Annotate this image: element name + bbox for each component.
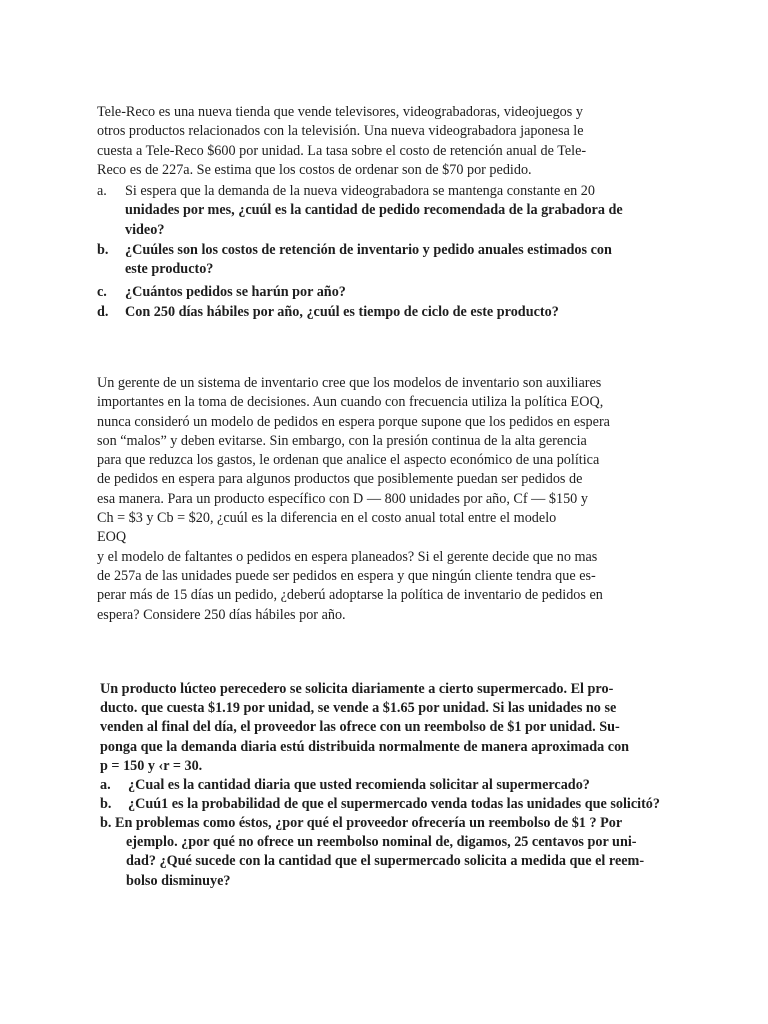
text-line: son “malos” y deben evitarse. Sin embargo, con la presión continua de la alta gerencia [97, 432, 587, 449]
text-line: venden al final del día, el proveedor las ofrece con un reembolso de $1 por unidad. Su- [100, 719, 620, 736]
list-marker: a. [100, 777, 111, 793]
text-line: Tele-Reco es una nueva tienda que vende televisores, videograbadoras, videojuegos y [97, 104, 583, 120]
text-line: Con 250 días hábiles por año, ¿cuúl es tiempo de ciclo de este producto? [125, 304, 559, 320]
text-line: ¿Cuú1 es la probabilidad de que el supermercado venda todas las unidades que solicitó? [128, 796, 660, 812]
text-line: cuesta a Tele-Reco $600 por unidad. La tasa sobre el costo de retención anual de Tele- [97, 142, 587, 159]
text-line [100, 814, 668, 833]
list-marker: a. [97, 183, 107, 199]
list-marker: d. [97, 304, 109, 320]
text-line: este producto? [125, 261, 214, 278]
text-line: video? [125, 221, 165, 238]
text-line: bolso disminuye? [126, 872, 231, 889]
text-line: Un gerente de un sistema de inventario cree que los modelos de inventario son auxiliares [97, 375, 602, 391]
list-marker: b. [100, 815, 112, 831]
text-line: otros productos relacionados con la televisión. Una nueva videograbadora japonesa le [97, 123, 584, 140]
text-line: y el modelo de faltantes o pedidos en espera planeados? Si el gerente decide que no mas [97, 548, 598, 565]
text-line: ¿Cuúles son los costos de retención de inventario y pedido anuales estimados con [125, 242, 612, 258]
problem2-paragraph [97, 374, 672, 625]
text-line: Un producto lúcteo perecedero se solicita diariamente a cierto supermercado. El pro- [100, 681, 614, 697]
text-line: ducto. que cuesta $1.19 por unidad, se vende a $1.65 por unidad. Si las unidades no se [100, 700, 617, 717]
text-line: ejemplo. ¿por qué no ofrece un reembolso nominal de, digamos, 25 centavos por uni- [126, 834, 637, 851]
text-line: de pedidos en espera para algunos productos que posiblemente puedan ser pedidos de [97, 471, 583, 488]
list-marker: b. [97, 242, 109, 258]
problem3-paragraph [100, 680, 668, 776]
text-line: nunca consideró un modelo de pedidos en espera porque supone que los pedidos en espera [97, 413, 610, 430]
text-line: Si espera que la demanda de la nueva videograbadora se mantenga constante en 20 [125, 183, 595, 199]
text-line: ponga que la demanda diaria estú distribuida normalmente de manera aproximada con [100, 738, 630, 755]
text-line: Reco es de 227a. Se estima que los costos de ordenar son de $70 por pedido. [97, 161, 532, 178]
problem3-item-c [100, 814, 668, 891]
text-line: espera? Considere 250 días hábiles por año. [97, 606, 346, 623]
text-line: de 257a de las unidades puede ser pedidos en espera y que ningún cliente tendra que es- [97, 567, 596, 584]
problem1-intro [97, 103, 672, 180]
text-line: EOQ [97, 529, 127, 546]
text-line: unidades por mes, ¿cuúl es la cantidad de pedido recomendada de la grabadora de [125, 202, 623, 219]
text-line: importantes en la toma de decisiones. Aun cuando con frecuencia utiliza la política EOQ, [97, 394, 604, 411]
text-line: ¿Cual es la cantidad diaria que usted recomienda solicitar al supermercado? [128, 777, 590, 793]
text-line: p = 150 y ‹r = 30. [100, 757, 203, 774]
text-line: Ch = $3 y Cb = $20, ¿cuúl es la diferencia en el costo anual total entre el modelo [97, 510, 557, 527]
text-line: perar más de 15 días un pedido, ¿deberú adoptarse la política de inventario de pedidos en [97, 587, 603, 604]
text-line: para que reduzca los gastos, le ordenan que analice el aspecto económico de una política [97, 452, 600, 469]
text-line: dad? ¿Qué sucede con la cantidad que el supermercado solicita a medida que el reem- [126, 853, 645, 870]
text-line: ¿Cuántos pedidos se harún por año? [125, 284, 346, 300]
list-marker: b. [100, 796, 112, 812]
list-marker: c. [97, 284, 107, 300]
text-line: esa manera. Para un producto específico con D — 800 unidades por año, Cf — $150 y [97, 490, 588, 507]
text-line-content: En problemas como éstos, ¿por qué el proveedor ofrecería un reembolso de $1 ? Por [114, 815, 623, 831]
